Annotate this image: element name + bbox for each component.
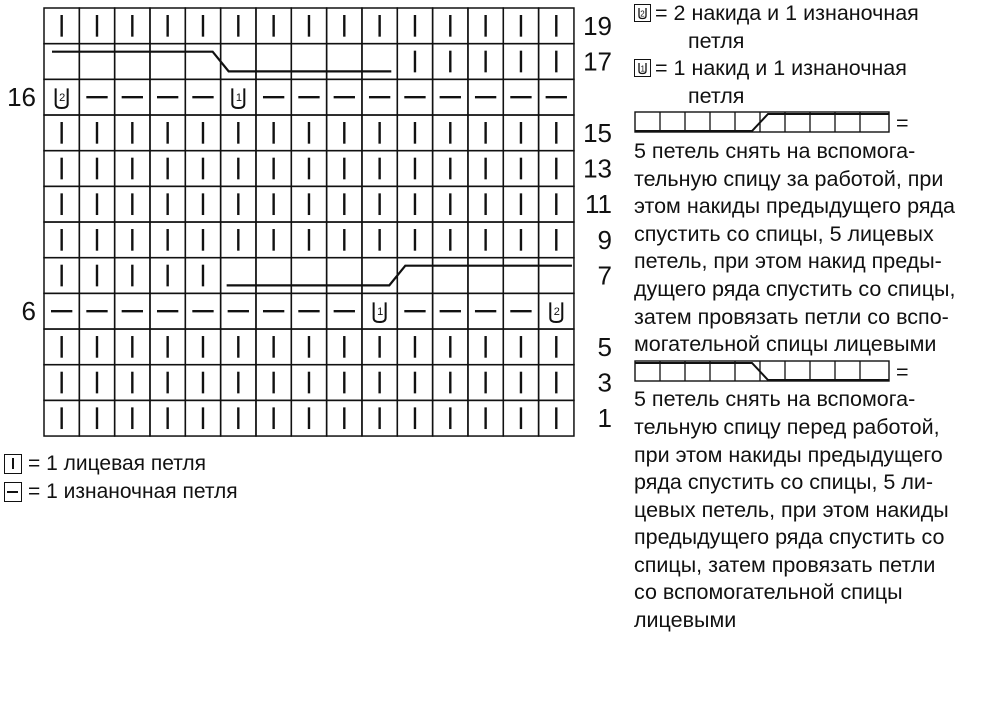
chart-cell <box>44 44 79 80</box>
chart-cell <box>433 258 468 294</box>
description-line: цевых петель, при этом накиды <box>634 497 949 522</box>
description-line: ряда спустить со спицы, 5 ли- <box>634 470 934 495</box>
row-number-right: 15 <box>583 117 612 148</box>
chart-cell <box>256 258 291 294</box>
chart-cell <box>221 258 256 294</box>
two-yarnover-purl-icon <box>634 4 651 22</box>
chart-cell <box>79 44 114 80</box>
cable-back-line <box>52 52 391 72</box>
yarnover-count-label: 1 <box>235 92 242 105</box>
row-number-right: 9 <box>597 224 612 255</box>
symbol-notes <box>634 0 1000 635</box>
chart-cell <box>115 44 150 80</box>
chart-cell <box>221 44 256 80</box>
knit-stitch-icon <box>4 454 22 474</box>
chart-cell <box>150 44 185 80</box>
chart-cell <box>327 44 362 80</box>
note-one-yo <box>634 55 1000 83</box>
svg-text:1: 1 <box>640 64 645 74</box>
note-two-yo-line1: = 2 накида и 1 изнаночная <box>655 1 919 25</box>
row-number-left: 6 <box>21 296 36 327</box>
chart-cell <box>503 258 538 294</box>
knitting-chart <box>0 0 630 440</box>
description-line: могательной спицы лицевыми <box>634 332 937 357</box>
note-cable-front <box>634 359 1000 387</box>
row-number-right: 13 <box>583 153 612 184</box>
svg-text:2: 2 <box>640 9 645 19</box>
row-number-right: 11 <box>585 189 612 220</box>
description-line: тельную спицу перед работой, <box>634 414 940 439</box>
row-number-right: 17 <box>583 46 612 77</box>
description-line: этом накиды предыдущего ряда <box>634 194 955 219</box>
note-one-yo-line1: = 1 накид и 1 изнаночная <box>655 56 907 81</box>
cable-front-description <box>634 386 1000 634</box>
description-line: затем провязать петли со вспо- <box>634 304 949 329</box>
description-line: лицевыми <box>634 608 737 633</box>
row-number-right: 7 <box>597 260 612 291</box>
one-yarnover-purl-icon <box>634 59 651 77</box>
row-number-left: 16 <box>7 82 36 113</box>
yarnover-count-label: 2 <box>59 92 66 105</box>
note-two-yo-line2: петля <box>688 28 745 53</box>
cable-front-equals: = <box>896 359 909 384</box>
legend-purl <box>4 479 238 505</box>
chart-cell <box>291 258 326 294</box>
description-line: тельную спицу за работой, при <box>634 166 944 191</box>
chart-cell <box>362 44 397 80</box>
row-number-right: 3 <box>597 367 612 398</box>
note-cable-back <box>634 110 1000 138</box>
cable-back-equals: = <box>896 111 909 136</box>
row-number-right: 5 <box>597 331 612 362</box>
description-line: при этом накиды предыдущего <box>634 442 943 467</box>
chart-cell <box>539 258 574 294</box>
purl-stitch-icon <box>4 482 22 502</box>
chart-cell <box>327 258 362 294</box>
description-line: со вспомогательной спицы <box>634 580 903 605</box>
description-line: 5 петель снять на вспомога- <box>634 387 916 412</box>
chart-cell <box>291 44 326 80</box>
yarnover-count-label: 1 <box>377 306 384 319</box>
cable-front-line <box>227 266 572 286</box>
cable-back-icon <box>634 111 890 133</box>
legend-knit <box>4 451 206 477</box>
note-two-yo <box>634 0 1000 28</box>
legend-knit-label: = 1 лицевая петля <box>28 452 207 475</box>
cable-back-description <box>634 138 1000 359</box>
description-line: 5 петель снять на вспомога- <box>634 138 916 163</box>
description-line: спицы, затем провязать петли <box>634 552 936 577</box>
note-one-yo-line2: петля <box>688 83 745 108</box>
chart-cell <box>362 258 397 294</box>
chart-cell <box>397 258 432 294</box>
cable-front-icon <box>634 360 890 382</box>
legend-purl-label: = 1 изнаночная петля <box>28 480 238 503</box>
row-number-right: 1 <box>597 403 612 434</box>
chart-cell <box>185 44 220 80</box>
description-line: петель, при этом накид преды- <box>634 249 942 274</box>
row-number-right: 19 <box>583 10 612 41</box>
description-line: предыдущего ряда спустить со <box>634 525 945 550</box>
description-line: спустить со спицы, 5 лицевых <box>634 221 934 246</box>
yarnover-count-label: 2 <box>553 306 560 319</box>
chart-cell <box>468 258 503 294</box>
description-line: дущего ряда спустить со спицы, <box>634 276 956 301</box>
chart-cell <box>256 44 291 80</box>
